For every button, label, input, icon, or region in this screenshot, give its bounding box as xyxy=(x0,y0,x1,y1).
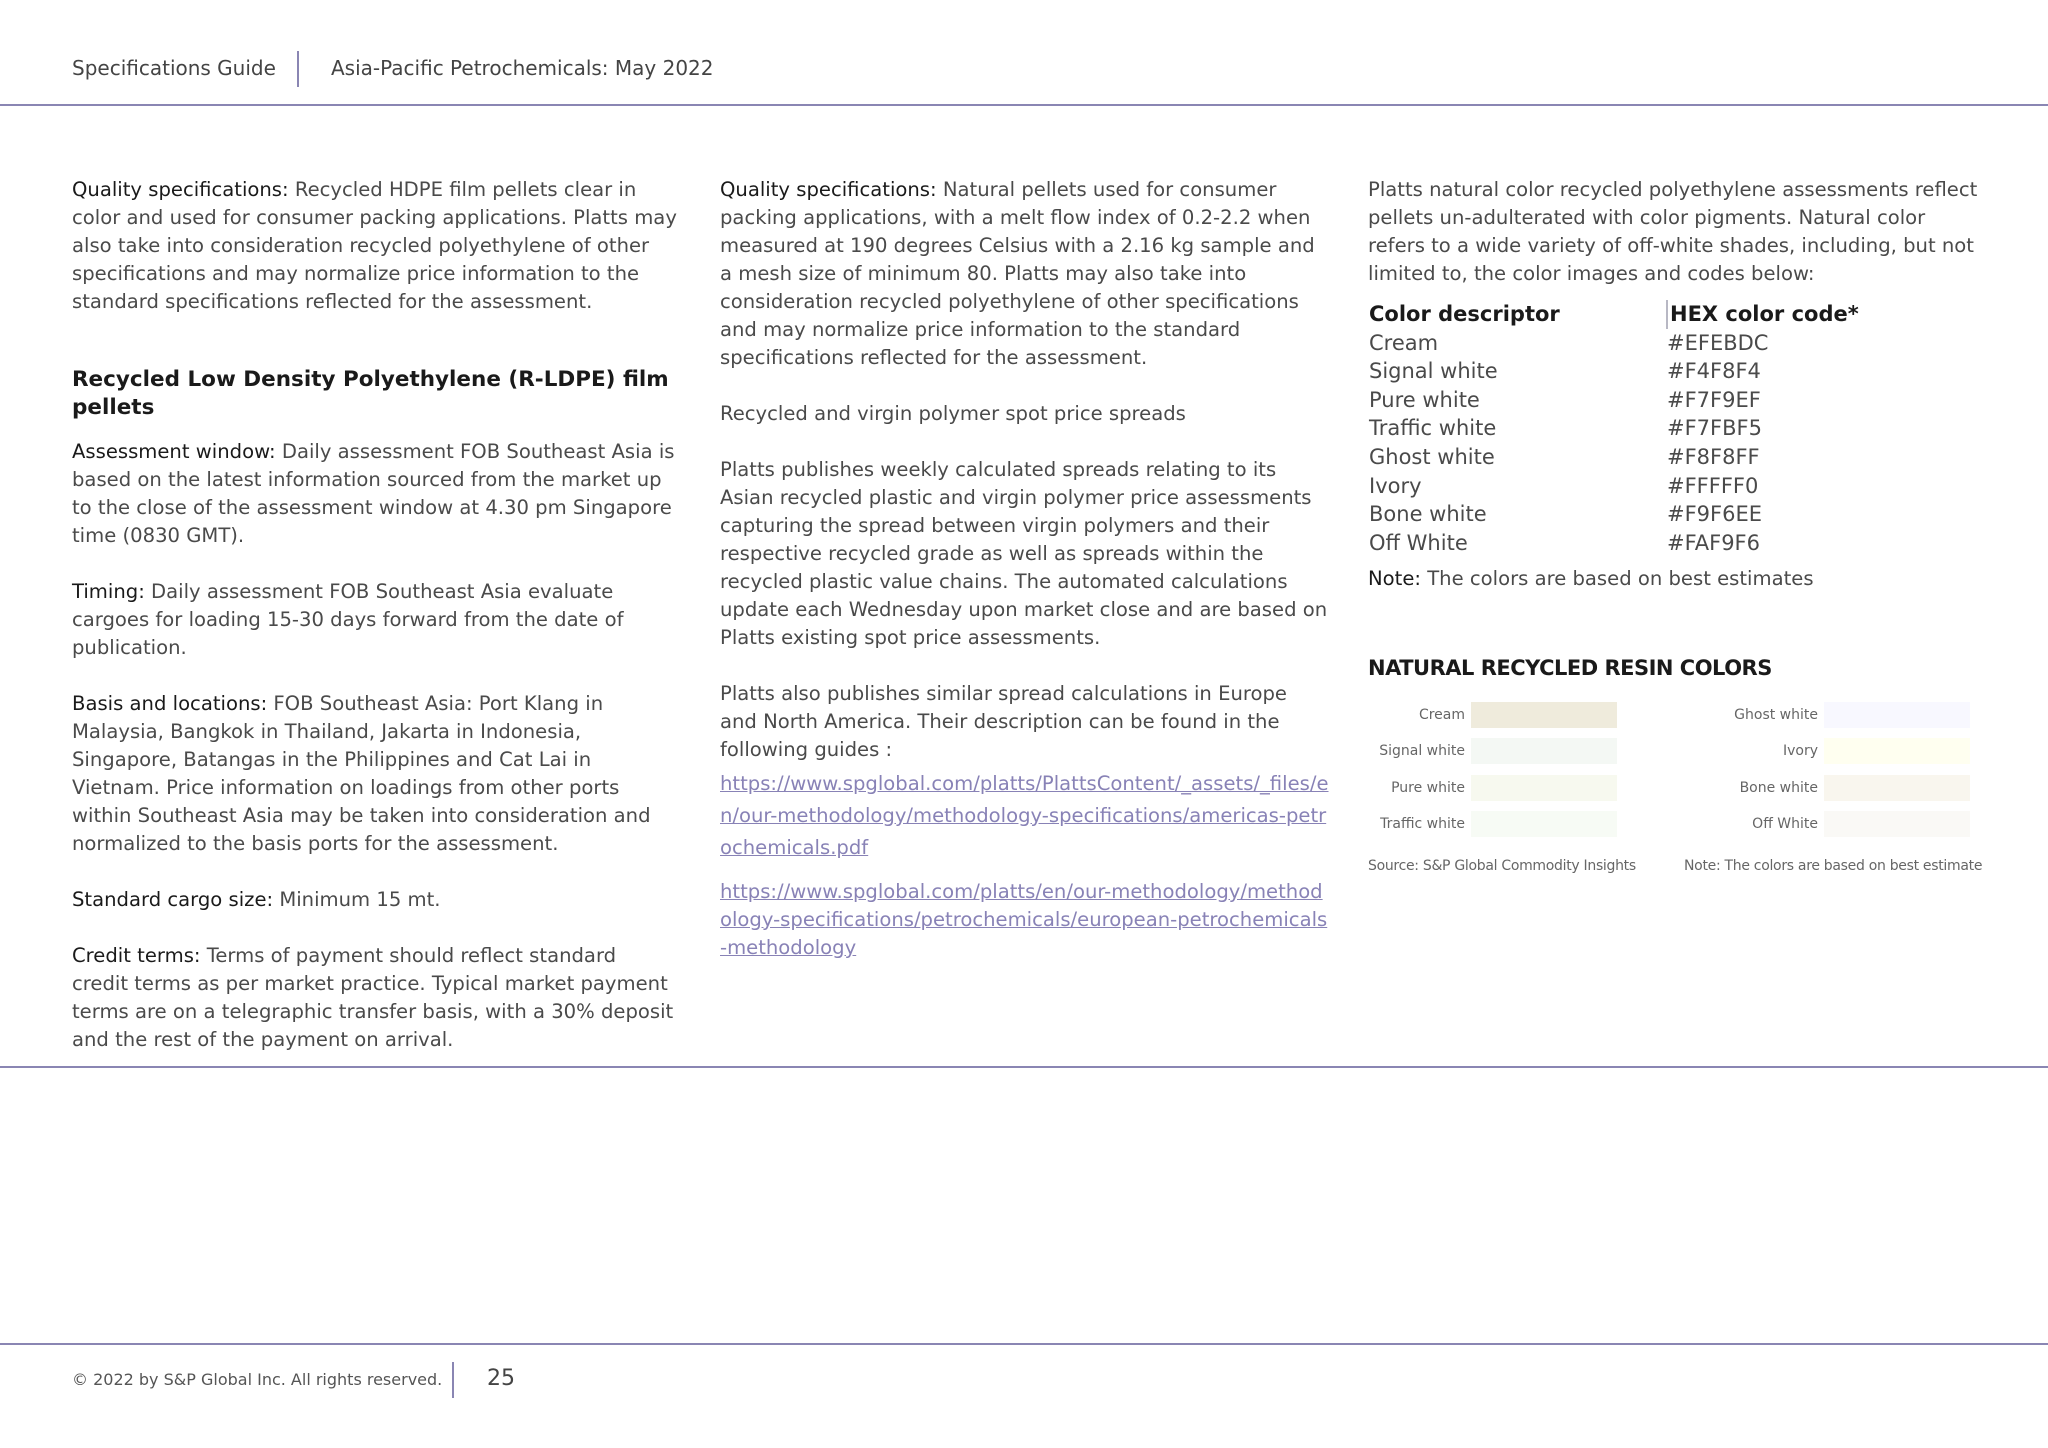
swatch-label: Ghost white xyxy=(1734,707,1818,723)
timing-text: Daily assessment FOB Southeast Asia evaluate cargoes for loading 15-30 days forward from the date of publication. xyxy=(72,580,624,659)
swatch-label: Traffic white xyxy=(1380,816,1465,832)
figure-source: Source: S&P Global Commodity Insights xyxy=(1368,858,1636,874)
swatch-label: Pure white xyxy=(1391,780,1465,796)
hex-code-cell: #F7FBF5 xyxy=(1667,416,1762,441)
table-row xyxy=(1369,500,1859,529)
spreads-heading: Recycled and virgin polymer spot price spreads xyxy=(720,402,1186,425)
color-swatch xyxy=(1471,775,1617,801)
hex-code-cell: #F4F8F4 xyxy=(1667,359,1761,384)
hex-code-cell: #FFFFF0 xyxy=(1667,473,1759,498)
cargo-label: Standard cargo size: xyxy=(72,888,274,911)
table-row xyxy=(1369,472,1859,501)
table-row xyxy=(1369,414,1859,443)
page-header xyxy=(0,0,2048,106)
color-name-cell: Off White xyxy=(1369,530,1468,555)
swatch-row xyxy=(1640,738,1980,766)
footer-rule xyxy=(0,1343,2048,1345)
window-label: Assessment window: xyxy=(72,440,276,463)
basis-text: FOB Southeast Asia: Port Klang in Malaysia, Bangkok in Thailand, Jakarta in Indonesia, Singapore, Batangas in the Philippines and Cat Lai in Vietnam. Price information on loadings from other ports within Southeast Asia may be taken into consideration and normalized to the basis ports for the assessment. xyxy=(72,692,651,855)
timing-paragraph xyxy=(72,578,678,662)
americas-methodology-link[interactable]: https://www.spglobal.com/platts/PlattsContent/_assets/_files/en/our-methodology/methodology-specifications/americas-petrochemicals.pdf xyxy=(720,772,1329,859)
color-name-cell: Pure white xyxy=(1369,387,1480,412)
color-swatch xyxy=(1471,738,1617,764)
column-2 xyxy=(720,176,1330,962)
hex-code-cell: #F8F8FF xyxy=(1667,444,1760,469)
column-3 xyxy=(1368,176,1978,593)
color-name-cell: Cream xyxy=(1369,330,1439,355)
swatch-label: Ivory xyxy=(1782,743,1818,759)
color-swatch xyxy=(1471,811,1617,837)
page-number: 25 xyxy=(487,1366,515,1391)
hex-code-cell: #F9F6EE xyxy=(1667,502,1763,527)
guide-title: Specifications Guide xyxy=(72,56,276,80)
quality-label: Quality specifications: xyxy=(720,178,937,201)
quality-text: Natural pellets used for consumer packing applications, with a melt flow index of 0.2-2.2 when measured at 190 degrees Celsius with a 2.16 kg sample and a mesh size of minimum 80. Platts may also take into consideration recycled polyethylene of other specifications and may normalize price information to the standard specifications reflected for the assessment. xyxy=(720,178,1315,369)
cargo-size-paragraph xyxy=(72,886,678,914)
quality-label: Quality specifications: xyxy=(72,178,289,201)
credit-terms-paragraph xyxy=(72,942,678,1054)
color-name-cell: Ghost white xyxy=(1369,444,1495,469)
table-row xyxy=(1369,329,1859,358)
swatch-label: Bone white xyxy=(1739,780,1818,796)
footer-divider xyxy=(452,1362,454,1398)
header-divider xyxy=(297,51,299,87)
table-row xyxy=(1369,386,1859,415)
assessment-window-paragraph xyxy=(72,438,678,550)
color-code-table xyxy=(1369,300,1859,557)
color-swatch xyxy=(1824,702,1970,728)
color-name-cell: Traffic white xyxy=(1369,416,1497,441)
table-header-row xyxy=(1369,300,1859,329)
document-subtitle: Asia-Pacific Petrochemicals: May 2022 xyxy=(331,56,714,80)
color-swatch xyxy=(1824,738,1970,764)
window-text: Daily assessment FOB Southeast Asia is based on the latest information sourced from the market up to the close of the assessment window at 4.30 pm Singapore time (0830 GMT). xyxy=(72,440,675,547)
timing-label: Timing: xyxy=(72,580,145,603)
quality-text: Recycled HDPE film pellets clear in color and used for consumer packing applications. Platts may also take into consideration recycled polyethylene of other specifications and may normalize price information to the standard specifications reflected for the assessment. xyxy=(72,178,677,313)
hex-code-cell: #F7F9EF xyxy=(1667,387,1761,412)
natural-color-intro: Platts natural color recycled polyethylene assessments reflect pellets un-adulterated with color pigments. Natural color refers to a wide variety of off-white shades, including, but not limited to, the color images and codes below: xyxy=(1368,178,1978,285)
basis-label: Basis and locations: xyxy=(72,692,268,715)
swatch-label: Cream xyxy=(1418,707,1465,723)
swatch-row xyxy=(1640,775,1980,803)
note-text: The colors are based on best estimates xyxy=(1420,567,1814,591)
color-name-cell: Bone white xyxy=(1369,502,1487,527)
content-bottom-rule xyxy=(0,1066,2048,1068)
hex-code-cell: #EFEBDC xyxy=(1667,330,1769,355)
column-1 xyxy=(72,176,678,1054)
cargo-text: Minimum 15 mt. xyxy=(273,888,441,911)
other-guides-paragraph: Platts also publishes similar spread calculations in Europe and North America. Their description can be found in the following guides : xyxy=(720,682,1287,761)
table-row xyxy=(1369,357,1859,386)
table-row xyxy=(1369,529,1859,558)
column-header: Color descriptor xyxy=(1369,302,1560,326)
table-row xyxy=(1369,443,1859,472)
color-swatch xyxy=(1471,702,1617,728)
resin-colors-title: NATURAL RECYCLED RESIN COLORS xyxy=(1368,656,1772,680)
color-note xyxy=(1368,565,1978,593)
swatch-row xyxy=(1640,811,1980,839)
color-swatch xyxy=(1824,811,1970,837)
note-label: Note: xyxy=(1368,567,1421,591)
credit-text: Terms of payment should reflect standard credit terms as per market practice. Typical market payment terms are on a telegraphic transfer basis, with a 30% deposit and the rest of the payment on arrival. xyxy=(72,944,674,1051)
swatch-row xyxy=(1640,702,1980,730)
spreads-paragraph: Platts publishes weekly calculated spreads relating to its Asian recycled plastic and virgin polymer price assessments capturing the spread between virgin polymers and their respective recycled grade as well as spreads within the recycled plastic value chains. The automated calculations update each Wednesday upon market close and are based on Platts existing spot price assessments. xyxy=(720,458,1328,649)
credit-label: Credit terms: xyxy=(72,944,201,967)
color-name-cell: Signal white xyxy=(1369,359,1498,384)
basis-paragraph xyxy=(72,690,678,858)
color-swatch xyxy=(1824,775,1970,801)
column-header: HEX color code* xyxy=(1667,300,1859,329)
copyright: © 2022 by S&P Global Inc. All rights reserved. xyxy=(72,1370,443,1389)
european-methodology-link[interactable]: https://www.spglobal.com/platts/en/our-methodology/methodology-specifications/petrochemicals/european-petrochemicals-methodology xyxy=(720,880,1328,959)
hex-code-cell: #FAF9F6 xyxy=(1667,530,1760,555)
swatch-label: Off White xyxy=(1752,816,1818,832)
hdpe-quality-paragraph xyxy=(72,176,678,316)
figure-note: Note: The colors are based on best estimate xyxy=(1684,858,1983,874)
color-name-cell: Ivory xyxy=(1369,473,1422,498)
section-heading-rldpe: Recycled Low Density Polyethylene (R-LDPE) film pellets xyxy=(72,367,669,420)
natural-quality-paragraph xyxy=(720,176,1330,372)
swatch-label: Signal white xyxy=(1379,743,1465,759)
